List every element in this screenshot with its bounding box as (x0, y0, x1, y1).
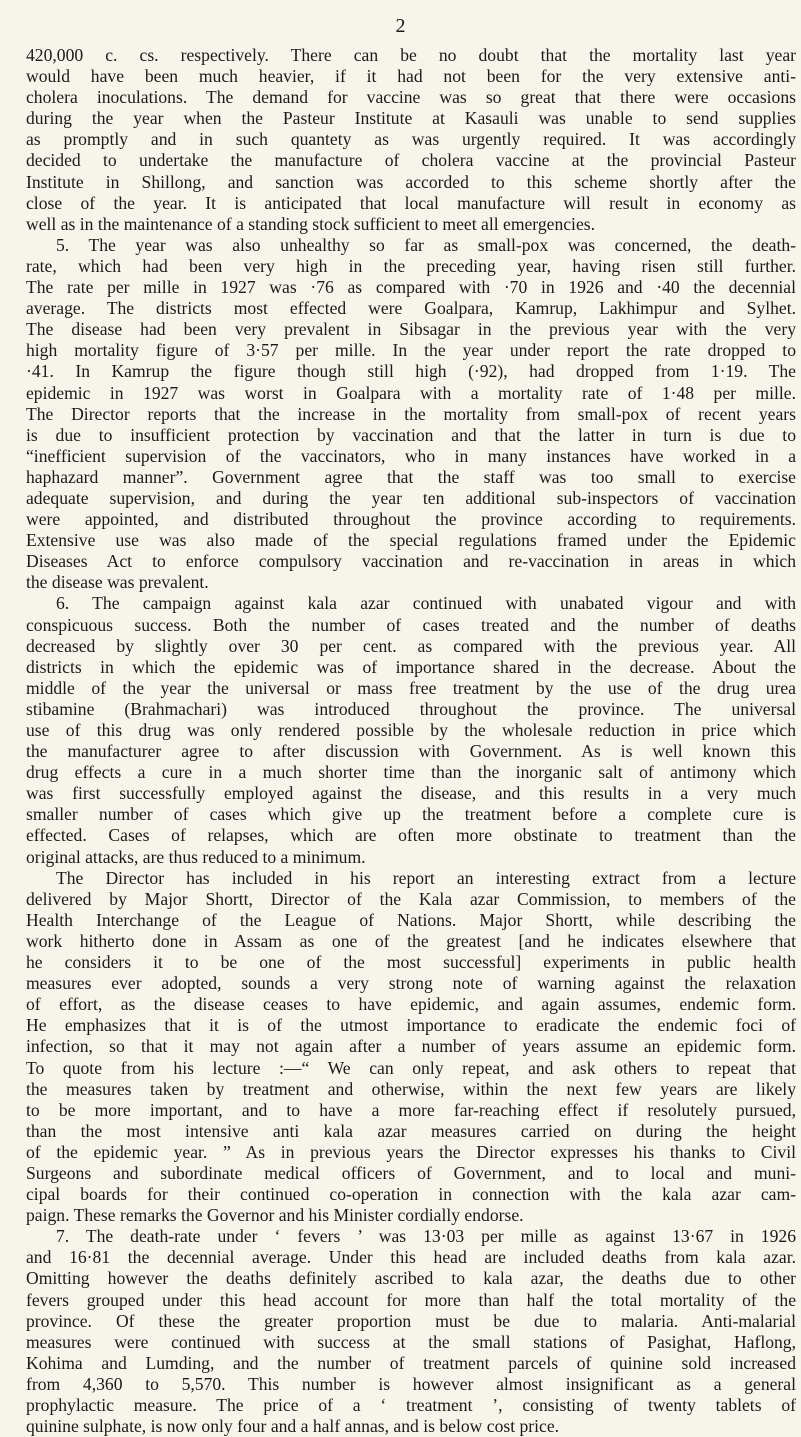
text-line: ·41. In Kamrup the figure though still high (·92), had dropped from 1·19. The (26, 361, 796, 382)
text-line: Surgeons and subordinate medical officers of Government, and to local and muni- (26, 1162, 796, 1183)
text-line: cipal boards for their continued co-operation in connection with the kala azar cam- (26, 1184, 796, 1205)
body-text (26, 45, 796, 1437)
text-line: epidemic in 1927 was worst in Goalpara with a mortality rate of 1·48 per mille. (26, 382, 796, 403)
text-line: drug effects a cure in a much shorter time than the inorganic salt of antimony which (26, 762, 796, 783)
text-line: Kohima and Lumding, and the number of treatment parcels of quinine sold increased (26, 1352, 796, 1373)
text-line: cholera inoculations. The demand for vaccine was so great that there were occasions (26, 87, 796, 108)
text-line: “inefficient supervision of the vaccinators, who in many instances have worked in a (26, 445, 796, 466)
text-line: 5. The year was also unhealthy so far as small-pox was concerned, the death- (56, 234, 796, 255)
text-line: well as in the maintenance of a standing stock sufficient to meet all emergencies. (26, 213, 596, 234)
text-line: than the most intensive anti kala azar measures carried on during the height (26, 1120, 796, 1141)
text-line: were appointed, and distributed throughout the province according to requirements. (26, 509, 796, 530)
paragraph-p-cholera-cont (26, 45, 796, 235)
text-line: conspicuous success. Both the number of cases treated and the number of deaths (26, 614, 796, 635)
text-line: fevers grouped under this head account for more than half the total mortality of the (26, 1289, 796, 1310)
text-line: 6. The campaign against kala azar continued with unabated vigour and with (56, 593, 796, 614)
text-line: The Director reports that the increase in the mortality from small-pox of recent years (26, 403, 796, 424)
text-line: To quote from his lecture :—“ We can only repeat, and ask others to repeat that (26, 1057, 796, 1078)
text-line: Diseases Act to enforce compulsory vaccination and re-vaccination in areas in which (26, 551, 796, 572)
page-number: 2 (395, 15, 406, 37)
text-line: work hitherto done in Assam as one of the greatest [and he indicates elsewhere that (26, 930, 796, 951)
text-line: haphazard manner”. Government agree that the staff was too small to exercise (26, 466, 796, 487)
text-line: close of the year. It is anticipated that local manufacture will result in economy as (26, 192, 796, 213)
text-line: as promptly and in such quantety as was urgently required. It was accordingly (26, 129, 796, 150)
text-line: smaller number of cases which give up the treatment before a complete cure is (26, 804, 796, 825)
text-line: he considers it to be one of the most successful] experiments in public health (26, 952, 796, 973)
text-line: the disease was prevalent. (26, 572, 209, 593)
text-line: the measures taken by treatment and otherwise, within the next few years are likely (26, 1078, 796, 1099)
text-line: effected. Cases of relapses, which are often more obstinate to treatment than the (26, 825, 796, 846)
text-line: rate, which had been very high in the preceding year, having risen still further. (26, 255, 796, 276)
text-line: 7. The death-rate under ‘ fevers ’ was 13·03 per mille as against 13·67 in 1926 (56, 1226, 796, 1247)
text-line: Institute in Shillong, and sanction was accorded to this scheme shortly after the (26, 171, 796, 192)
paragraph-p-shortt (26, 868, 796, 1227)
text-line: decreased by slightly over 30 per cent. as compared with the previous year. All (26, 635, 796, 656)
text-line: average. The districts most effected were Goalpara, Kamrup, Lakhimpur and Sylhet. (26, 298, 796, 319)
text-line: of effort, as the disease ceases to have epidemic, and again assumes, endemic form. (26, 994, 796, 1015)
text-line: He emphasizes that it is of the utmost importance to eradicate the endemic foci of (26, 1015, 796, 1036)
text-line: districts in which the epidemic was of importance shared in the decrease. About the (26, 656, 796, 677)
text-line: was first successfully employed against the disease, and this results in a very much (26, 783, 796, 804)
text-line: is due to insufficient protection by vaccination and that the latter in turn is due to (26, 424, 796, 445)
paragraph-p7-fevers (26, 1226, 796, 1437)
text-line: delivered by Major Shortt, Director of the Kala azar Commission, to members of the (26, 888, 796, 909)
paragraph-p6-kala-azar (26, 593, 796, 867)
text-line: paign. These remarks the Governor and his Minister cordially endorse. (26, 1205, 524, 1226)
paragraph-p5-smallpox (26, 235, 796, 594)
text-line: province. Of these the greater proportion must be due to malaria. Anti-malarial (26, 1310, 796, 1331)
text-line: stibamine (Brahmachari) was introduced throughout the province. The universal (26, 698, 796, 719)
text-line: measures were continued with success at the small stations of Pasighat, Haflong, (26, 1331, 796, 1352)
text-line: The Director has included in his report an interesting extract from a lecture (56, 867, 796, 888)
text-line: to be more important, and to have a more far-reaching effect if resolutely pursued, (26, 1099, 796, 1120)
text-line: adequate supervision, and during the year ten additional sub-inspectors of vaccination (26, 487, 796, 508)
text-line: decided to undertake the manufacture of cholera vaccine at the provincial Pasteur (26, 150, 796, 171)
text-line: measures ever adopted, sounds a very strong note of warning against the relaxation (26, 973, 796, 994)
text-line: Omitting however the deaths definitely ascribed to kala azar, the deaths due to other (26, 1268, 796, 1289)
text-line: quinine sulphate, is now only four and a half annas, and is below cost price. (26, 1416, 560, 1437)
text-line: middle of the year the universal or mass free treatment by the use of the drug urea (26, 677, 796, 698)
text-line: and 16·81 the decennial average. Under this head are included deaths from kala azar. (26, 1247, 796, 1268)
text-line: The disease had been very prevalent in Sibsagar in the previous year with the very (26, 319, 796, 340)
text-line: during the year when the Pasteur Institute at Kasauli was unable to send supplies (26, 108, 796, 129)
text-line: Extensive use was also made of the special regulations framed under the Epidemic (26, 530, 796, 551)
text-line: use of this drug was only rendered possible by the wholesale reduction in price which (26, 720, 796, 740)
text-line: would have been much heavier, if it had not been for the very extensive anti- (26, 66, 796, 87)
text-line: high mortality figure of 3·57 per mille. In the year under report the rate dropped to (26, 340, 796, 361)
text-line: prophylactic measure. The price of a ‘ treatment ’, consisting of twenty tablets of (26, 1395, 796, 1415)
text-line: The rate per mille in 1927 was ·76 as compared with ·70 in 1926 and ·40 the decennial (26, 277, 796, 298)
text-line: from 4,360 to 5,570. This number is however almost insignificant as a general (26, 1373, 796, 1394)
text-line: of the epidemic year. ” As in previous years the Director expresses his thanks to Civil (26, 1141, 796, 1162)
text-line: Health Interchange of the League of Nations. Major Shortt, while describing the (26, 909, 796, 930)
text-line: infection, so that it may not again after a number of years assume an epidemic form. (26, 1036, 796, 1057)
text-line: 420,000 c. cs. respectively. There can be no doubt that the mortality last year (26, 45, 796, 65)
text-line: the manufacturer agree to after discussion with Government. As is well known this (26, 741, 796, 762)
text-line: original attacks, are thus reduced to a minimum. (26, 846, 366, 867)
